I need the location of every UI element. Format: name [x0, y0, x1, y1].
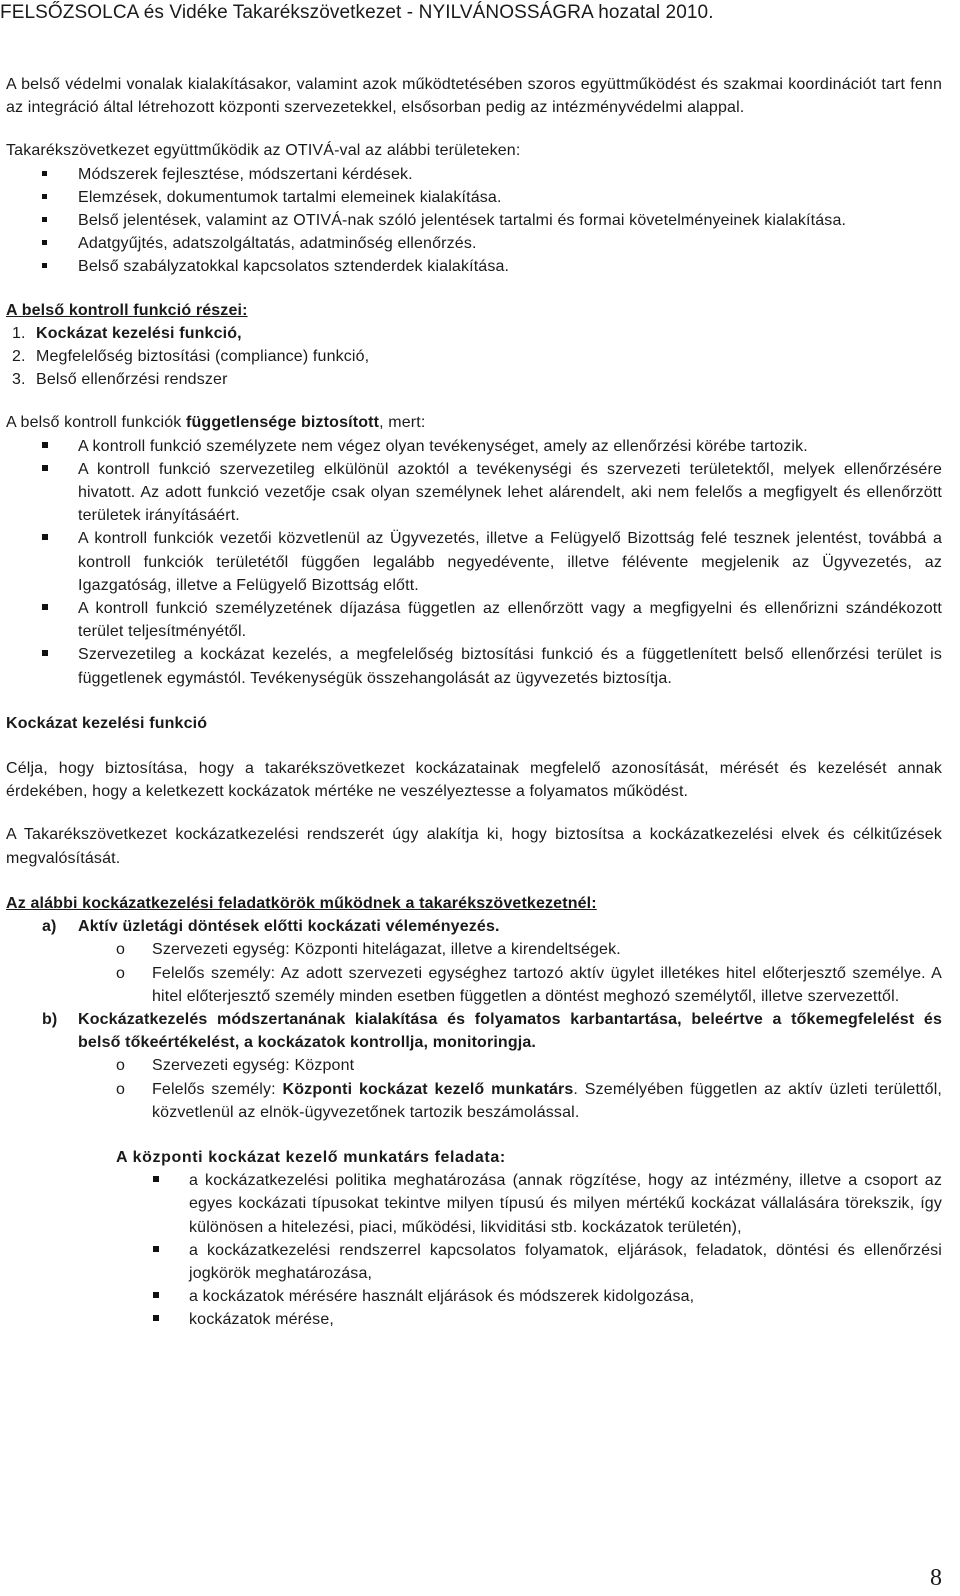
tasks-heading: Az alábbi kockázatkezelési feladatkörök működnek a takarékszövetkezetnél:	[6, 894, 597, 912]
independence-pre: A belső kontroll funkciók	[6, 414, 186, 432]
list-item: a kockázatkezelési politika meghatározása (annak rögzítése, hogy az intézmény, illetve a csoport az egyes kockázati típusokat tekintve milyen típusú és milyen mértékű kockázat vállalására törekszik, így különösen a hitelezési, piaci, működési, likviditási stb. kockázatok területén),	[6, 1169, 942, 1239]
risk-paragraph-2: A Takarékszövetkezet kockázatkezelési rendszerét úgy alakítja ki, hogy biztosítsa a kockázatkezelési elvek és célkitűzések megvalósítását.	[6, 826, 942, 867]
control-parts-list	[6, 322, 942, 392]
list-item: o Szervezeti egység: Központi hitelágazat, illetve a kirendeltségek.	[6, 938, 942, 961]
item-post: . Személyében független az aktív üzleti területtől, közvetlenül az elnök-ügyvezetőnek tartozik beszámolással.	[152, 1080, 942, 1121]
task-b-list	[6, 1054, 942, 1124]
independence-intro	[6, 411, 942, 434]
central-heading: A központi kockázat kezelő munkatárs feladata:	[116, 1148, 506, 1166]
independence-post: , mert:	[379, 414, 426, 432]
risk-heading: Kockázat kezelési funkció	[6, 714, 208, 732]
list-item: A kontroll funkció személyzete nem végez olyan tevékenységet, amely az ellenőrzési körébe tartozik.	[6, 435, 942, 458]
item-bold: Központi kockázat kezelő munkatárs	[282, 1080, 574, 1098]
item-text: Megfelelőség biztosítási (compliance) funkció,	[36, 348, 370, 366]
list-item	[6, 345, 942, 368]
control-heading: A belső kontroll funkció részei:	[6, 301, 248, 319]
intro-paragraph: A belső védelmi vonalak kialakításakor, valamint azok működtetésében szoros együttműködést és szakmai koordinációt tart fenn az integráció által létrehozott központi szervezetekkel, elsősorban pedig az intézményvédelmi alappal.	[6, 76, 942, 117]
task-a-list	[6, 938, 942, 1008]
item-text: Belső ellenőrzési rendszer	[36, 371, 228, 389]
document-body	[6, 73, 942, 1332]
task-b	[6, 1008, 942, 1054]
list-item	[6, 322, 942, 345]
list-item: a kockázatkezelési rendszerrel kapcsolatos folyamatok, eljárások, feladatok, döntési és ellenőrzési jogkörök meghatározása,	[6, 1239, 942, 1285]
list-item: a kockázatok mérésére használt eljárások és módszerek kidolgozása,	[6, 1285, 942, 1308]
list-item: kockázatok mérése,	[6, 1308, 942, 1331]
independence-bold: függetlensége biztosított	[186, 414, 380, 432]
independence-list	[6, 435, 942, 690]
task-title: Aktív üzletági döntések előtti kockázati véleményezés.	[78, 918, 500, 936]
list-item	[6, 368, 942, 391]
task-label: a)	[42, 918, 57, 936]
list-item: A kontroll funkció személyzetének díjazása független az ellenőrzött vagy a megfigyelni és ellenőrizni szándékozott terület teljesítményétől.	[6, 597, 942, 643]
list-item: o Felelős személy: Az adott szervezeti egységhez tartozó aktív ügylet illetékes hitel előterjesztő személye. A hitel előterjesztő személy minden esetben független a döntést meghozó személytől, illetve szervezettől.	[6, 962, 942, 1008]
task-label: b)	[42, 1010, 58, 1028]
list-item: o Szervezeti egység: Központ	[6, 1054, 942, 1077]
list-item: Elemzések, dokumentumok tartalmi elemeinek kialakítása.	[6, 186, 942, 209]
task-a	[6, 915, 942, 938]
page-number: 8	[930, 1565, 942, 1591]
item-number: 2.	[12, 348, 26, 366]
list-item	[6, 1078, 942, 1124]
item-number: 3.	[12, 371, 26, 389]
list-item: Belső jelentések, valamint az OTIVÁ-nak szóló jelentések tartalmi és formai követelményeinek kialakítása.	[6, 209, 942, 232]
item-number: 1.	[12, 324, 26, 342]
coop-intro: Takarékszövetkezet együttműködik az OTIVÁ-val az alábbi területeken:	[6, 142, 521, 160]
item-pre: Felelős személy:	[152, 1080, 283, 1098]
central-list	[6, 1169, 942, 1331]
list-item: A kontroll funkció szervezetileg elkülönül azoktól a tevékenységi és szervezeti területektől, melyek ellenőrzésére hivatott. Az adott funkció vezetője csak olyan személynek lehet alárendelt, aki nem felelős a megfigyelt és ellenőrzött területek irányításáért.	[6, 458, 942, 528]
list-item: Módszerek fejlesztése, módszertani kérdések.	[6, 163, 942, 186]
coop-list	[6, 163, 942, 279]
item-text: Kockázat kezelési funkció,	[36, 324, 242, 342]
task-title: Kockázatkezelés módszertanának kialakítása és folyamatos karbantartása, beleértve a tőkemegfelelést és belső tőkeértékelést, a kockázatok kontrollja, monitoringja.	[78, 1010, 942, 1052]
page-header: FELSŐZSOLCA és Vidéke Takarékszövetkezet - NYILVÁNOSSÁGRA hozatal 2010.	[0, 2, 714, 23]
risk-paragraph-1: Célja, hogy biztosítása, hogy a takarékszövetkezet kockázatainak megfelelő azonosítását, mérését és kezelését annak érdekében, hogy a keletkezett kockázatok mértéke ne veszélyeztesse a folyamatos működést.	[6, 760, 942, 801]
list-item: Adatgyűjtés, adatszolgáltatás, adatminőség ellenőrzés.	[6, 232, 942, 255]
list-item: A kontroll funkciók vezetői közvetlenül az Ügyvezetés, illetve a Felügyelő Bizottság felé tesznek jelentést, továbbá a kontroll funkciók területétől függően legalább negyedévente, illetve félévente megjelenik az Ügyvezetés, az Igazgatóság, illetve a Felügyelő Bizottság előtt.	[6, 527, 942, 597]
list-item: Szervezetileg a kockázat kezelés, a megfelelőség biztosítási funkció és a függetlenített belső ellenőrzési terület is függetlenek egymástól. Tevékenységük összehangolását az ügyvezetés biztosítja.	[6, 643, 942, 689]
list-item: Belső szabályzatokkal kapcsolatos sztenderdek kialakítása.	[6, 255, 942, 278]
